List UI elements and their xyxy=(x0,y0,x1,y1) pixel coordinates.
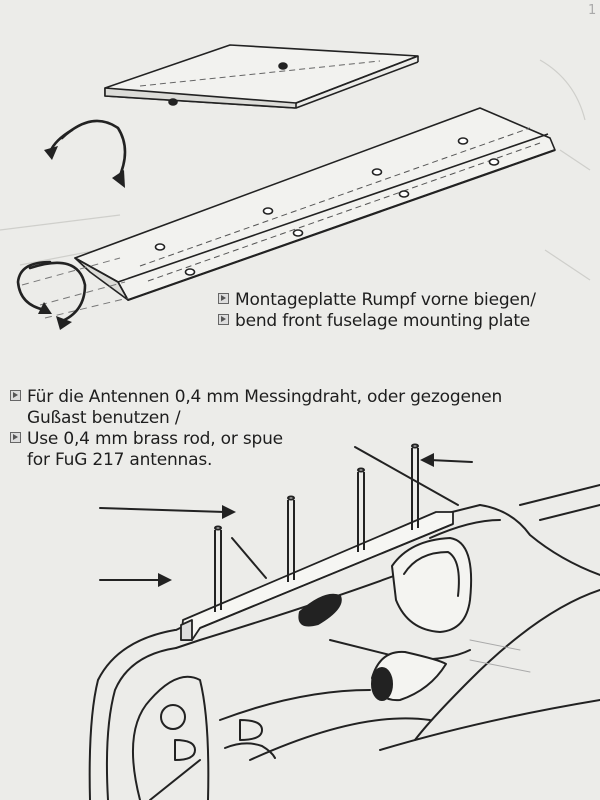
arrow-bullet-icon xyxy=(218,314,229,325)
mounting-plate-text-en: bend front fuselage mounting plate xyxy=(235,311,531,331)
arrow-bullet-icon xyxy=(10,390,21,401)
page-mark: 1 xyxy=(588,3,597,18)
rotate-arrow-icon xyxy=(44,121,125,188)
antenna-text-de-1: Für die Antennen 0,4 mm Messingdraht, oder gezogenen xyxy=(27,387,503,407)
flat-mounting-plate xyxy=(105,45,418,108)
bent-mounting-plate xyxy=(75,108,555,300)
arrow-bullet-icon xyxy=(218,293,229,304)
antenna-text-en-2: for FuG 217 antennas. xyxy=(27,450,213,470)
fuselage-illustration xyxy=(90,485,600,800)
arrow-bullet-icon xyxy=(10,432,21,443)
mounting-plate-instruction xyxy=(218,290,536,332)
antenna-text-de-2: Gußast benutzen / xyxy=(27,408,181,428)
antenna-instruction xyxy=(10,387,502,471)
mounting-plate-text-de: Montageplatte Rumpf vorne biegen/ xyxy=(235,290,536,310)
antenna-text-en-1: Use 0,4 mm brass rod, or spue xyxy=(27,429,283,449)
